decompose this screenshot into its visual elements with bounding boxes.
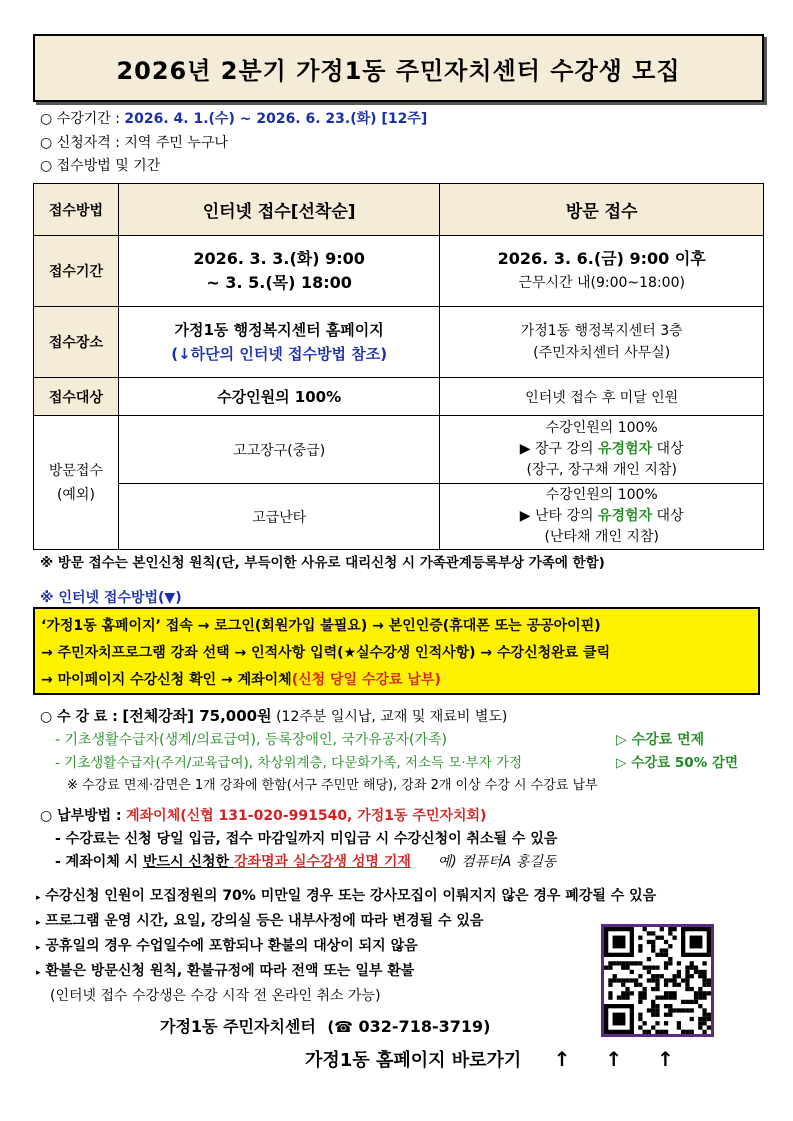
fee-discount-item: - 기초생활수급자(주거/교육급여), 차상위계층, 다문화가족, 저소득 모·부자 가정 (55, 755, 523, 771)
fee-value-note: (12주분 일시납, 교재 및 재료비 별도) (276, 709, 508, 725)
ex1-req-suffix: 대상 (652, 441, 684, 457)
online-step-2: → 주민자치프로그램 강좌 선택 → 인적사항 입력(★실수강생 인적사항) → 수강신청완료 클릭 (41, 645, 611, 661)
visit-period-hours: 근무시간 내(9:00~18:00) (518, 275, 685, 291)
ex1-requirement (440, 439, 763, 460)
payment-item-1: - 수강료는 신청 당일 입금, 접수 마감일까지 미입금 시 수강신청이 취소될 수 있음 (55, 831, 558, 847)
exception-label: 방문접수 (48, 462, 103, 479)
payment-row (40, 805, 486, 825)
period-row (40, 108, 427, 128)
visit-place (440, 307, 764, 378)
phone-icon: (☎ (327, 1018, 353, 1036)
eligibility-row: ○ 신청자격 : 지역 주민 누구나 (40, 135, 228, 151)
qr-code-icon (604, 927, 711, 1034)
payment-item-2-emph: 반드시 신청한 (143, 854, 234, 870)
period-value: 2026. 4. 1.(수) ~ 2026. 6. 23.(화) [12주] (124, 111, 428, 127)
payment-item-2-text: - 계좌이체 시 (55, 854, 144, 870)
fee-note: ※ 수강료 면제·감면은 1개 강좌에 한함(서구 주민만 해당), 강좌 2개 이상 수강 시 수강료 납부 (67, 778, 598, 793)
payment-label: ○ 납부방법 : (40, 808, 122, 824)
online-period-end: ~ 3. 5.(목) 18:00 (206, 273, 352, 292)
online-method-heading: ※ 인터넷 접수방법(▼) (40, 590, 182, 606)
ex1-bring: (장구, 장구채 개인 지참) (526, 462, 677, 478)
note-item: ▸ 프로그램 운영 시간, 요일, 강의실 등은 내부사정에 따라 변경될 수 있음 (36, 913, 484, 929)
header-exception (34, 416, 119, 550)
note-item: ▸ 환불은 방문신청 원칙, 환불규정에 따라 전액 또는 일부 환불 (36, 963, 415, 979)
online-method-box (33, 607, 760, 695)
note-item: ▸ 공휴일의 경우 수업일수에 포함되나 환불의 대상이 되지 않음 (36, 938, 418, 954)
online-place (118, 307, 440, 378)
method-title: ○ 접수방법 및 기간 (40, 158, 161, 174)
exception-desc-2 (440, 484, 764, 550)
online-period-start: 2026. 3. 3.(화) 9:00 (193, 249, 365, 268)
visit-period (440, 236, 764, 307)
ex2-req-suffix: 대상 (652, 508, 684, 524)
online-step-3-text: → 마이페이지 수강신청 확인 → 계좌이체 (41, 672, 292, 688)
title-banner (33, 34, 764, 102)
header-place: 접수장소 (34, 307, 119, 378)
visit-note: ※ 방문 접수는 본인신청 원칙(단, 부득이한 사유로 대리신청 시 가족관계등록부상 가족에 한함) (40, 555, 605, 571)
online-period (118, 236, 440, 307)
payment-item-2 (55, 851, 556, 871)
exception-sublabel: (예외) (56, 486, 95, 503)
ex1-req-highlight: 유경험자 (598, 441, 653, 457)
header-period: 접수기간 (34, 236, 119, 307)
homepage-link-row[interactable] (305, 1046, 688, 1072)
online-place-name: 가정1동 행정복지센터 홈페이지 (174, 321, 384, 339)
header-method: 접수방법 (34, 184, 119, 236)
visit-period-start: 2026. 3. 6.(금) 9:00 이후 (497, 249, 706, 268)
payment-example: 예) 컴퓨터A 홍길동 (437, 854, 557, 870)
ex1-quota: 수강인원의 100% (545, 420, 658, 436)
note-text: 수강신청 인원이 모집정원의 70% 미만일 경우 또는 강사모집이 이뤄지지 않은 경우 폐강될 수 있음 (45, 888, 657, 904)
page-title: 2026년 2분기 가정1동 주민자치센터 수강생 모집 (116, 56, 681, 85)
ex2-quota: 수강인원의 100% (545, 487, 658, 503)
fee-value: [전체강좌] 75,000원 (122, 707, 272, 725)
online-step-3-highlight: (신청 당일 수강료 납부) (291, 672, 441, 688)
note-text: 환불은 방문신청 원칙, 환불규정에 따라 전액 또는 일부 환불 (45, 963, 415, 979)
contact-row (160, 1014, 490, 1037)
contact-close: ) (483, 1017, 491, 1036)
fee-discount-result: ▷ 수강료 50% 감면 (616, 755, 738, 771)
fee-exempt-item: - 기초생활수급자(생계/의료급여), 등록장애인, 국가유공자(가족) (55, 732, 447, 748)
fee-exempt-result: ▷ 수강료 면제 (616, 732, 705, 748)
visit-target: 인터넷 접수 후 미달 인원 (440, 378, 764, 416)
fee-label: ○ 수 강 료 : (40, 709, 118, 725)
up-arrows-icon: ↑ ↑ ↑ (553, 1047, 688, 1071)
registration-table (33, 183, 764, 550)
header-target: 접수대상 (34, 378, 119, 416)
notes-list (36, 885, 656, 1008)
fee-row (40, 705, 507, 726)
exception-course-1: 고고장구(중급) (118, 416, 440, 484)
note-text: 공휴일의 경우 수업일수에 포함되나 환불의 대상이 되지 않음 (45, 938, 418, 954)
ex1-req-text: ▶ 장구 강의 (519, 441, 598, 457)
ex2-requirement (440, 506, 763, 527)
notes-sub: (인터넷 접수 수강생은 수강 시작 전 온라인 취소 가능) (50, 988, 381, 1004)
exception-course-2: 고급난타 (118, 484, 440, 550)
ex2-bring: (난타채 개인 지참) (544, 529, 659, 545)
payment-value: 계좌이체(신협 131-020-991540, 가정1동 주민자치회) (126, 808, 487, 824)
online-step-1: ‘가정1동 홈페이지’ 접속 → 로그인(회원가입 불필요) → 본인인증(휴대폰 또는 공공아이핀) (41, 618, 601, 634)
qr-code[interactable] (601, 924, 714, 1037)
note-text: 프로그램 운영 시간, 요일, 강의실 등은 내부사정에 따라 변경될 수 있음 (45, 913, 484, 929)
online-target: 수강인원의 100% (118, 378, 440, 416)
period-label: ○ 수강기간 : (40, 111, 120, 127)
ex2-req-highlight: 유경험자 (598, 508, 653, 524)
visit-place-note: (주민자치센터 사무실) (533, 345, 671, 361)
online-step-3 (41, 667, 752, 694)
ex2-req-text: ▶ 난타 강의 (519, 508, 598, 524)
header-online: 인터넷 접수[선착순] (118, 184, 440, 236)
header-visit: 방문 접수 (440, 184, 764, 236)
exception-desc-1 (440, 416, 764, 484)
online-place-note: (↓하단의 인터넷 접수방법 참조) (171, 345, 388, 363)
payment-item-2-highlight: 강좌명과 실수강생 성명 기재 (233, 854, 411, 870)
contact-phone: 032-718-3719 (358, 1017, 484, 1036)
visit-place-name: 가정1동 행정복지센터 3층 (520, 323, 683, 339)
note-item: ▸ 수강신청 인원이 모집정원의 70% 미만일 경우 또는 강사모집이 이뤄지지 않은 경우 폐강될 수 있음 (36, 888, 657, 904)
contact-name: 가정1동 주민자치센터 (160, 1017, 316, 1036)
homepage-link[interactable]: 가정1동 홈페이지 바로가기 (305, 1050, 522, 1071)
